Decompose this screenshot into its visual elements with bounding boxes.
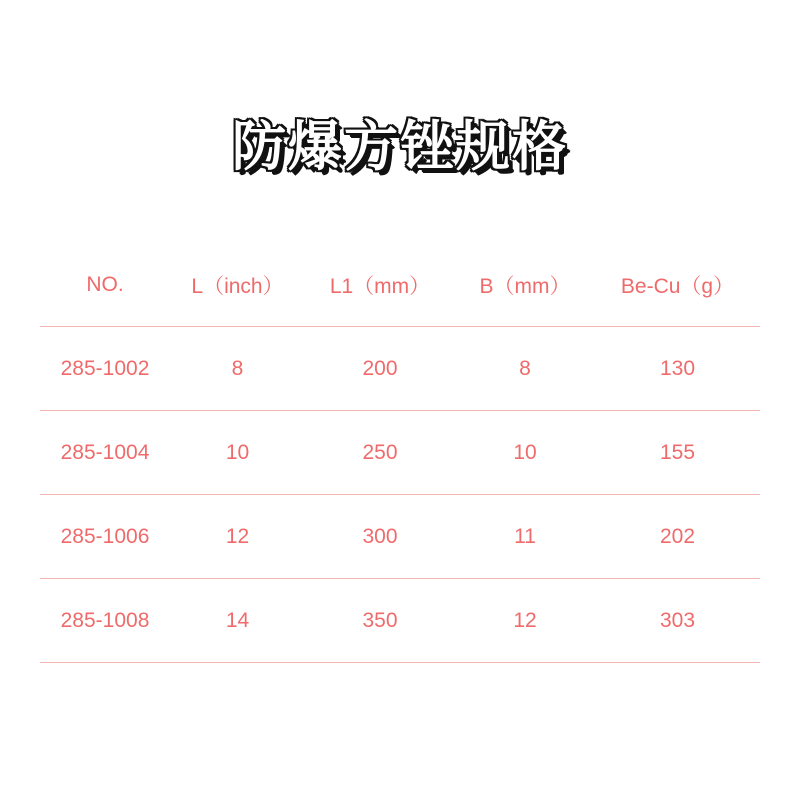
table-header-row [40, 244, 760, 327]
table-row [40, 411, 760, 495]
spec-table [40, 244, 760, 663]
cell-model-no: 285-1004 [60, 440, 150, 464]
header-length-mm: L1（mm） [329, 275, 431, 298]
table-row [40, 495, 760, 579]
header-weight-becu: Be-Cu（g） [620, 275, 735, 298]
cell-model-no: 285-1006 [60, 524, 150, 548]
cell-length-inch: 8 [231, 356, 244, 380]
cell-width-mm: 10 [513, 440, 537, 464]
header-length-inch: L（inch） [191, 275, 284, 298]
cell-length-inch: 14 [225, 608, 250, 632]
cell-length-mm: 200 [362, 356, 398, 380]
cell-width-mm: 8 [519, 356, 531, 380]
cell-length-mm: 350 [362, 608, 398, 632]
cell-model-no: 285-1002 [60, 356, 150, 380]
cell-width-mm: 11 [514, 524, 536, 548]
cell-weight: 155 [659, 440, 696, 464]
table-row [40, 579, 760, 663]
header-width-mm: B（mm） [479, 275, 571, 298]
cell-model-no: 285-1008 [60, 608, 150, 632]
table-row [40, 327, 760, 411]
cell-length-mm: 250 [362, 440, 398, 464]
cell-length-inch: 10 [225, 440, 250, 464]
cell-width-mm: 12 [513, 608, 537, 632]
cell-weight: 303 [659, 608, 696, 632]
cell-length-inch: 12 [225, 524, 250, 548]
cell-length-mm: 300 [362, 524, 398, 548]
cell-weight: 202 [659, 524, 696, 548]
cell-weight: 130 [659, 356, 696, 380]
header-no: NO. [86, 273, 124, 296]
page-title: 防爆方锉规格 [232, 115, 568, 178]
